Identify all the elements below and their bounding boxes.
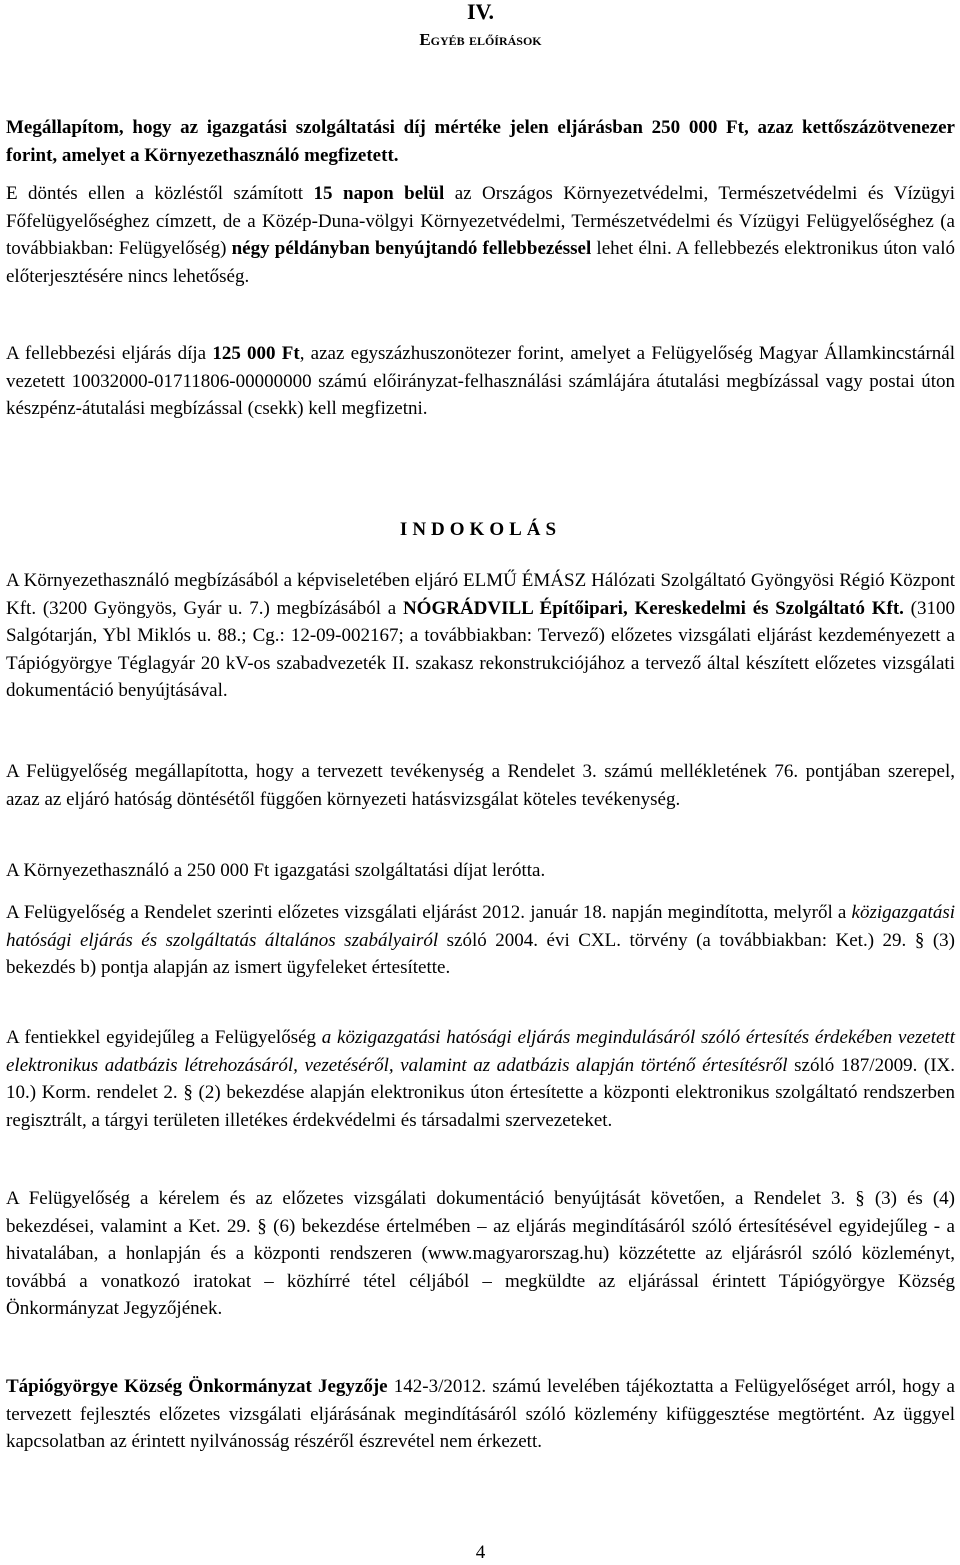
fee-statement: Megállapítom, hogy az igazgatási szolgáltatási díj mértéke jelen eljárásban 250 000 Ft, azaz kettőszázötvenezer forint, amelyet a Környezethasználó megfizetett. (6, 117, 955, 166)
appeal-paragraph (6, 180, 955, 290)
reasoning-paragraph-2: A Felügyelőség megállapította, hogy a tervezett tevékenység a Rendelet 3. számú mellékletének 76. pontjában szerepel, azaz az eljáró hatóság döntésétől függően környezeti hatásvizsgálat köteles tevékenység. (6, 761, 955, 810)
reasoning-paragraph-3: A Környezethasználó a 250 000 Ft igazgatási szolgáltatási díjat lerótta. (6, 860, 546, 881)
appeal-fee-text-2: , azaz egyszázhuszonötezer forint, amelyet a Felügyelőség Magyar Államkincstárnál vezetett 10032000-01711806-00000000 számú előirányzat-felhasználási számlájára átutalási megbízással vagy postai úton készpénz-átutalási megbízással (csekk) kell megfizetni. (6, 343, 956, 420)
page-number: 4 (475, 1542, 486, 1563)
p4-law-title: közigazgatási hatósági eljárás és szolgáltatás általános szabályairól (6, 902, 955, 951)
p5-text-2: szóló 187/2009. (IX. 10.) Korm. rendelet 2. § (2) bekezdése alapján elektronikus úton értesítette a központi elektronikus szolgáltató rendszerben regisztrált, a tárgyi területen illetékes érdekvédelmi és társadalmi szervezeteket. (6, 1054, 956, 1131)
p4-text-1: A Felügyelőség a Rendelet szerinti előzetes vizsgálati eljárást 2012. január 18. napján megindította, melyről a (6, 902, 852, 923)
appeal-text-2: az Országos Környezetvédelmi, Természetvédelmi és Vízügyi Főfelügyelőséghez címzett, de a Közép-Duna-völgyi Környezetvédelmi, Természetvédelmi és Vízügyi Felügyelőséghez (a továbbiakban: Felügyelőség) (6, 183, 955, 260)
reasoning-paragraph-4 (6, 899, 955, 982)
appeal-text-3: lehet élni. A fellebbezés elektronikus úton való előterjesztésére nincs lehetőség. (6, 238, 956, 287)
reasoning-paragraph-5 (6, 1024, 955, 1134)
reasoning-paragraph-7 (6, 1373, 955, 1456)
appeal-deadline: 15 napon belül (313, 183, 445, 204)
p5-text-1: A fentiekkel egyidejűleg a Felügyelőség (6, 1027, 322, 1048)
p1-text-2: (3100 Salgótarján, Ybl Miklós u. 88.; Cg.: 12-09-002167; a továbbiakban: Tervező) előzetes vizsgálati eljárást kezdeményezett a Tápiógyörgye Téglagyár 20 kV-os szabadvezeték II. szakasz rekonstrukciójához a tervező által készített előzetes vizsgálati dokumentáció benyújtásával. (6, 597, 956, 702)
reasoning-paragraph-1 (6, 567, 955, 705)
appeal-copies: négy példányban benyújtandó fellebbezéssel (231, 238, 592, 260)
appeal-fee-amount: 125 000 Ft (212, 343, 300, 364)
section-number: IV. (466, 0, 495, 24)
p7-notary: Tápiógyörgye Község Önkormányzat Jegyzője (6, 1376, 388, 1397)
reasoning-paragraph-6: A Felügyelőség a kérelem és az előzetes vizsgálati dokumentáció benyújtását követően, a Rendelet 3. § (3) és (4) bekezdései, valamint a Ket. 29. § (6) bekezdése értelmében – az eljárás megindításáról szóló értesítésével egyidejűleg - a hivatalában, a honlapján és a központi rendszeren (www.magyarorszag.hu) közzétette az eljárásról szóló közleményt, továbbá a vonatkozó iratokat – közhírré tétel céljából – megküldte az eljárással érintett Tápiógyörgye Község Önkormányzat Jegyzőjének. (6, 1188, 955, 1320)
section-title: Egyéb előírások (419, 30, 542, 49)
fee-paragraph (6, 114, 955, 169)
appeal-text-1: E döntés ellen a közléstől számított (6, 183, 314, 204)
appeal-fee-paragraph (6, 340, 955, 423)
p7-text-1: 142-3/2012. számú levelében tájékoztatta a Felügyelőséget arról, hogy a tervezett fejlesztés előzetes vizsgálati eljárásának megindításáról szóló közlemény kifüggesztése megtörtént. Az üggyel kapcsolatban az érintett nyilvánosság részéről észrevétel nem érkezett. (6, 1376, 955, 1453)
reasoning-heading: INDOKOLÁS (399, 519, 562, 540)
p1-text-1: A Környezethasználó megbízásából a képviseletében eljáró ELMŰ ÉMÁSZ Hálózati Szolgáltató Gyöngyösi Régió Központ Kft. (3200 Gyöngyös, Gyár u. 7.) megbízásából a (6, 570, 955, 619)
appeal-fee-text-1: A fellebbezési eljárás díja (6, 343, 213, 364)
p1-company: NÓGRÁDVILL Építőipari, Kereskedelmi és Szolgáltató Kft. (402, 597, 904, 619)
p5-decree-title: a közigazgatási hatósági eljárás megindulásáról szóló értesítés érdekében vezetett elektronikus adatbázis létrehozásáról, vezetéséről, valamint az adatbázis alapján történő értesítésről (6, 1027, 955, 1076)
p4-text-2: szóló 2004. évi CXL. törvény (a továbbiakban: Ket.) 29. § (3) bekezdés b) pontja alapján az ismert ügyfeleket értesítette. (6, 929, 955, 979)
